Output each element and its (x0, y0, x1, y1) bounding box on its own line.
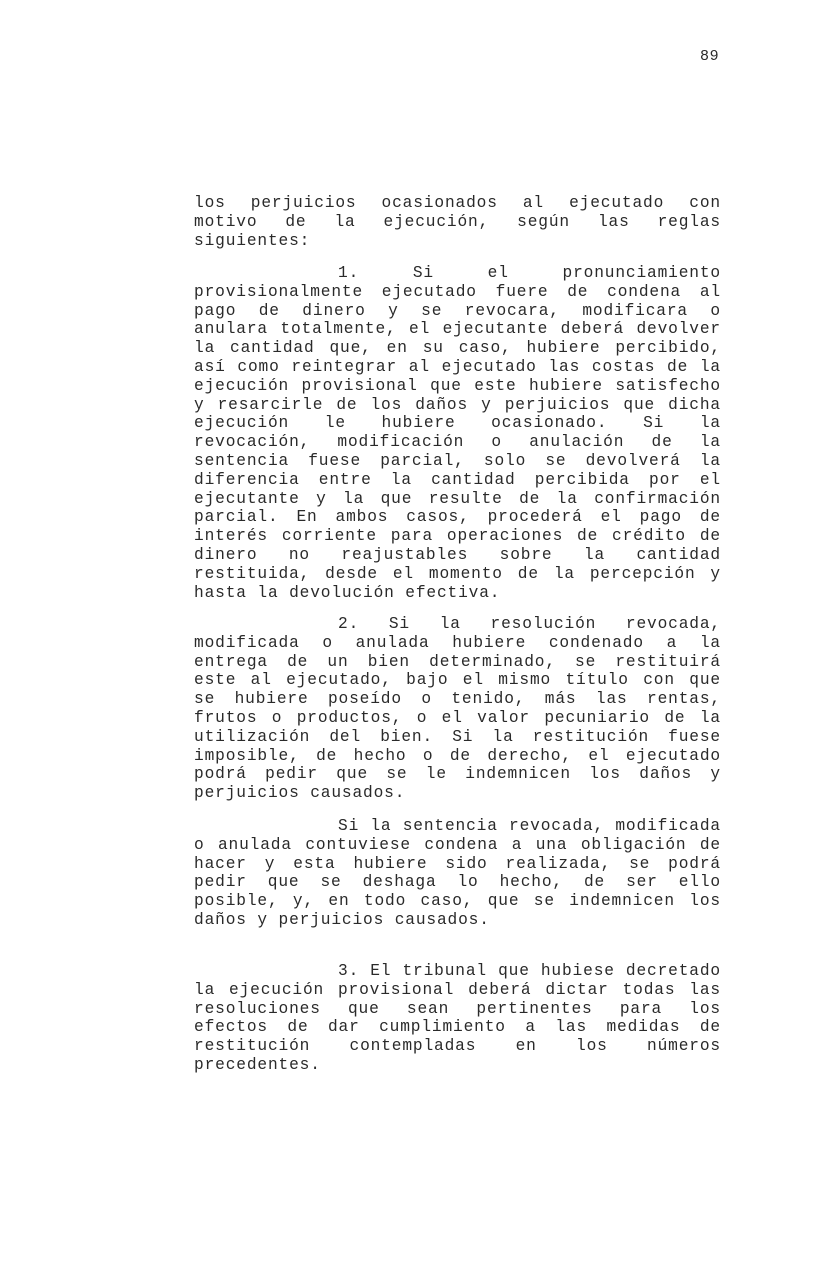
paragraph-text: 3. El tribunal que hubiese decretado la ejecución provisional deberá dictar todas las resoluciones que sean pertinentes para los efectos de dar cumplimiento a las medidas de restitución contempladas en los números precedentes. (194, 962, 721, 1074)
page-number: 89 (700, 48, 720, 65)
paragraph-text: 2. Si la resolución revocada, modificada o anulada hubiere condenado a la entrega de un bien determinado, se restituirá este al ejecutado, bajo el mismo título con que se hubiere poseído o tenido, más las rentas, frutos o productos, o el valor pecuniario de la utilización del bien. Si la restitución fuese imposible, de hecho o de derecho, el ejecutado podrá pedir que se le indemnicen los daños y perjuicios causados. (194, 615, 721, 803)
paragraph-text: 1. Si el pronunciamiento provisionalmente ejecutado fuere de condena al pago de dinero y se revocara, modificara o anulara totalmente, el ejecutante deberá devolver la cantidad que, en su caso, hubiere percibido, así como reintegrar al ejecutado las costas de la ejecución provisional que este hubiere satisfecho y resarcirle de los daños y perjuicios que dicha ejecución le hubiere ocasionado. Si la revocación, modificación o anulación de la sentencia fuese parcial, solo se devolverá la diferencia entre la cantidad percibida por el ejecutante y la que resulte de la confirmación parcial. En ambos casos, procederá el pago de interés corriente para operaciones de crédito de dinero no reajustables sobre la cantidad restituida, desde el momento de la percepción y hasta la devolución efectiva. (194, 264, 721, 602)
paragraph-rule-2 (194, 615, 721, 803)
paragraph-text: los perjuicios ocasionados al ejecutado con motivo de la ejecución, según las reglas siguientes: (194, 194, 721, 250)
paragraph-rule-1 (194, 264, 721, 602)
paragraph-rule-3 (194, 962, 721, 1075)
paragraph-text: Si la sentencia revocada, modificada o anulada contuviese condena a una obligación de hacer y esta hubiere sido realizada, se podrá pedir que se deshaga lo hecho, de ser ello posible, y, en todo caso, que se indemnicen los daños y perjuicios causados. (194, 817, 721, 929)
paragraph-intro-continuation (194, 194, 721, 250)
paragraph-rule-2-continuation (194, 817, 721, 930)
